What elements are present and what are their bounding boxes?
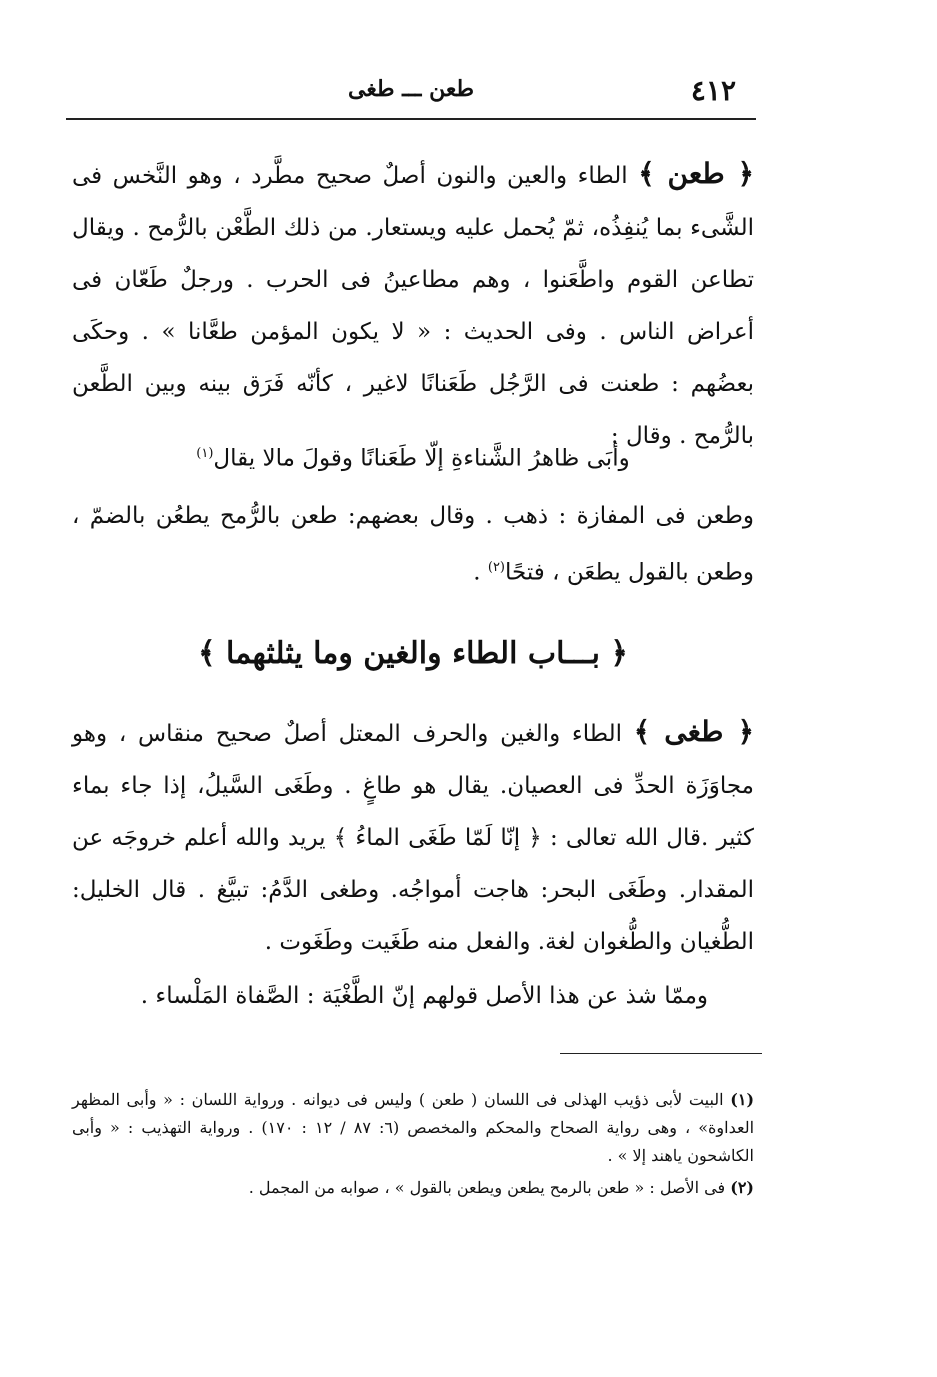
footnote-mark: (١) [730,1090,755,1109]
page-number: ٤١٢ [690,74,736,107]
entry-text: وطعن فى المفازة : ذهب . وقال بعضهم: طعن بالرُّمح يطعُن بالضمّ ، وطعن بالقول يطعَن ، فتحًا [72,503,754,586]
verse-line [72,428,754,485]
footnotes [72,1086,754,1202]
entry-paragraph [72,148,754,462]
entry-headword: ﴿ طغى ﴾ [633,715,755,748]
entry-text: الطاء والغين والحرف المعتل أصلٌ صحيح منقاس ، وهو مجاوَزَة الحدِّ فى العصيان. يقال هو طاغٍ . وطَغَى السَّيلُ، إذا جاء بماء كثير .قال الله تعالى : ﴿ إنّا لَمّا طَغَى الماءُ ﴾ يريد والله أعلم خروجَه عن المقدار. وطَغَى البحر: هاجت أمواجُه. وطغى الدَّمُ: تبيَّغ . قال الخليل: الطُّغيان والطُّغوان لغة. والفعل منه طَغَيت وطَغَوت . [72,721,754,955]
entry-headword: ﴿ طعن ﴾ [638,157,754,190]
entry-taan [72,148,754,462]
footnote-1 [72,1086,754,1170]
entry-text: الطاء والعين والنون أصلٌ صحيح مطَّرد ، وهو النَّخس فى الشَّىء بما يُنفِذُه، ثمّ يُحمل عليه ويستعار. من ذلك الطَّعْن بالرُّمح . ويقال تطاعن القوم واطَّعَنوا ، وهم مطاعينُ فى الحرب . ورجلٌ طَعّان فى أعراض الناس . وفى الحديث : « لا يكون المؤمن طعَّانا » . وحكَى بعضُهم : طعنت فى الرَّجُل طَعَنانًا لاغير ، كأنّه فَرَق بينه وبين الطَّعن بالرُّمح . وقال : [72,163,754,449]
footnote-ref: (٢) [487,560,505,575]
entry-taan-continued [72,490,754,599]
footnote-text: البيت لأبى ذؤيب الهذلى فى اللسان ( طعن ) وليس فى ديوانه . ورواية اللسان : « وأبى المظهر العداوة» ، وهى رواية الصحاح والمحكم والمخصص (٦: ٨٧ / ١٢ : ١٧٠) . ورواية التهذيب : « وأبى الكاشحون ياهند إلا » . [72,1090,755,1165]
footnote-mark: (٢) [730,1178,754,1197]
chapter-title: ﴿ بـــاب الطاء والغين وما يثلثهما ﴾ [198,636,628,671]
entry-paragraph [72,706,754,968]
entry-text-tail: . [473,559,488,586]
footnote-rule [560,1053,762,1054]
entry-paragraph [72,490,754,599]
footnote-ref: (١) [196,446,214,461]
closing-paragraph [72,970,754,1022]
page-header [66,66,756,116]
chapter-heading [72,624,754,684]
verse-text: وأبَى ظاهرُ الشَّناءةِ إلّا طَعَنانًا وقولَ مالا يقال [213,445,630,472]
closing-text: وممّا شذ عن هذا الأصل قولهم إنّ الطَّغْيَة : الصَّفاة المَلْساء . [140,983,708,1009]
poetry-verse [72,428,754,485]
running-head: طعن ـــ طغى [348,76,474,102]
header-rule [66,118,756,120]
footnote-2 [72,1174,754,1202]
entry-tagha [72,706,754,968]
footnote-text: فى الأصل : « طعن بالرمح يطعن ويطعن بالقول » ، صوابه من المجمل . [248,1178,726,1197]
